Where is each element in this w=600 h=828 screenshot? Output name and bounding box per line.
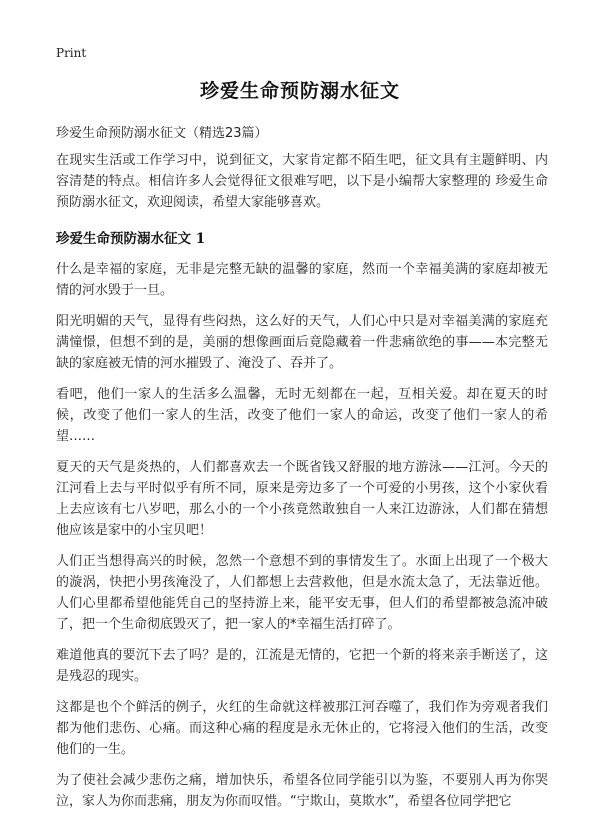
body-paragraph: 人们正当想得高兴的时候，忽然一个意想不到的事情发生了。水面上出现了一个极大的漩涡，快把小男孩淹没了，人们都想上去营救他，但是水流太急了，无法靠近他。人们心里都希望他能凭自己的坚持游上来，能平安无事，但人们的希望都被急流冲破了，把一个生命彻底毁灭了，把一家人的*幸福生活打碎了。 bbox=[56, 554, 548, 632]
body-paragraph: 看吧，他们一家人的生活多么温馨，无时无刻都在一起，互相关爱。却在夏天的时候，改变了他们一家人的生活，改变了他们一家人的命运，改变了他们一家人的希望…… bbox=[56, 387, 548, 444]
section-heading: 珍爱生命预防溺水征文 1 bbox=[56, 231, 206, 247]
body-paragraph: 为了使社会减少悲伤之痛，增加快乐，希望各位同学能引以为鉴，不要别人再为你哭泣，家人为你而悲痛，朋友为你而叹惜。“宁欺山，莫欺水”，希望各位同学把它 bbox=[56, 773, 548, 809]
body-paragraph: 难道他真的要沉下去了吗？是的，江流是无情的，它把一个新的将来亲手断送了，这是残忍的现实。 bbox=[56, 648, 548, 684]
print-link[interactable]: Print bbox=[56, 46, 87, 60]
page-subtitle: 珍爱生命预防溺水征文（精选23篇） bbox=[56, 126, 268, 141]
article-body bbox=[56, 150, 548, 822]
intro-paragraph: 在现实生活或工作学习中，说到征文，大家肯定都不陌生吧，征文具有主题鲜明、内容清楚的特点。相信许多人会觉得征文很难写吧，以下是小编帮大家整理的 珍爱生命预防溺水征文，欢迎阅读，希望大家能够喜欢。 bbox=[56, 153, 548, 210]
body-paragraph: 夏天的天气是炎热的，人们都喜欢去一个既省钱又舒服的地方游泳——江河。今天的江河看上去与平时似乎有所不同，原来是旁边多了一个可爱的小男孩，这个小家伙看上去应该有七八岁吧，那么小的一个小孩竟然敢独自一人来江边游泳，人们都在猜想他应该是家中的小宝贝吧！ bbox=[56, 460, 548, 538]
body-paragraph: 这都是也个个鲜活的例子，火红的生命就这样被那江河吞噬了，我们作为旁观者我们都为他们悲伤、心痛。而这种心痛的程度是永无休止的，它将浸入他们的生活，改变他们的一生。 bbox=[56, 700, 548, 757]
page-title: 珍爱生命预防溺水征文 bbox=[199, 80, 400, 102]
body-paragraph: 阳光明媚的天气，显得有些闷热，这么好的天气，人们心中只是对幸福美满的家庭充满憧憬，但想不到的是，美丽的想像画面后竟隐藏着一件悲痛欲绝的事——本完整无缺的家庭被无情的河水摧毁了、淹没了、吞并了。 bbox=[56, 314, 548, 371]
body-paragraph: 什么是幸福的家庭，无非是完整无缺的温馨的家庭，然而一个幸福美满的家庭却被无情的河水毁于一旦。 bbox=[56, 262, 548, 298]
